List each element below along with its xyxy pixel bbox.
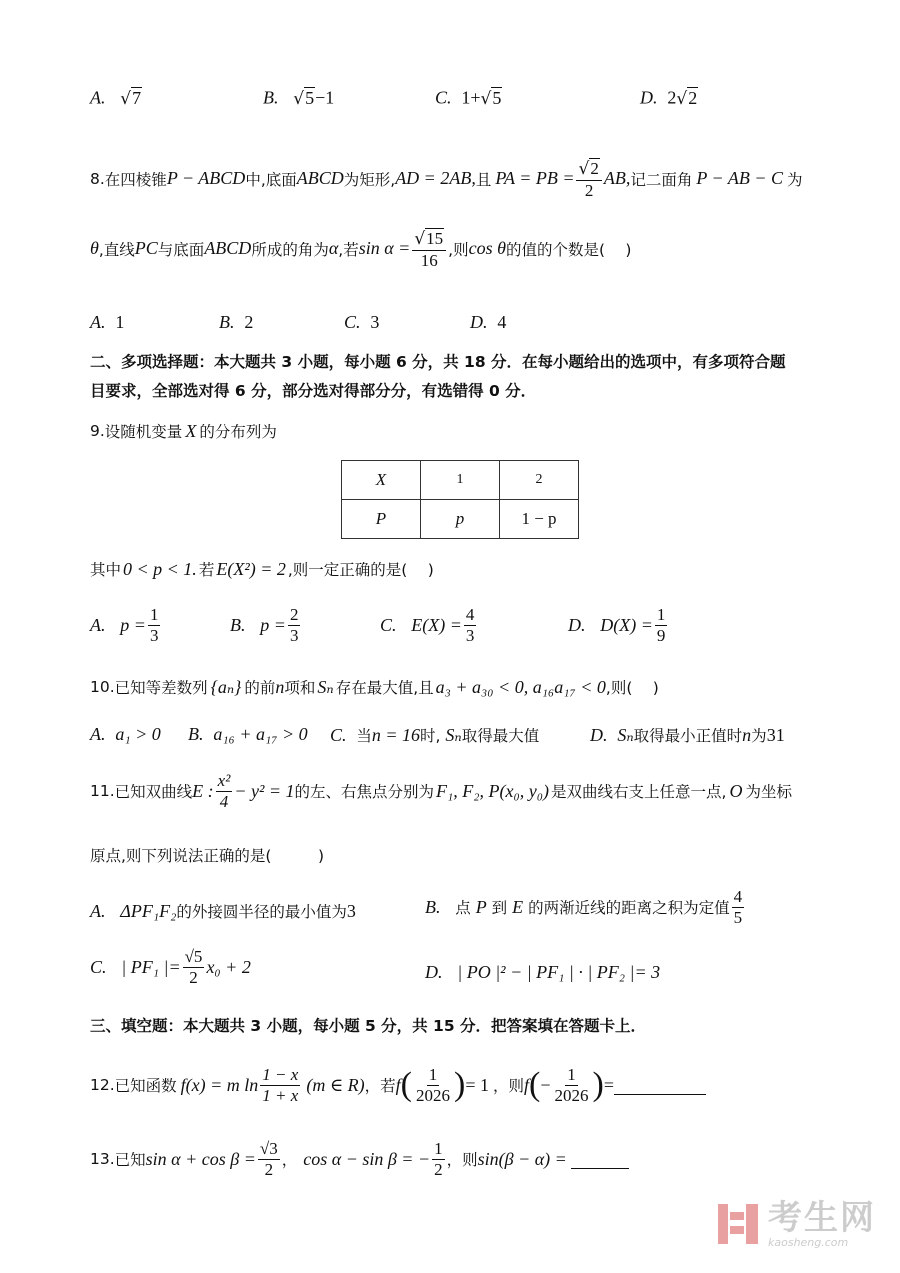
table-cell: X [342,461,421,500]
q7-option-c: C. 1+ √ 5 [435,87,502,109]
q8-option-b: B. 2 [219,312,254,332]
q8-angle: P − AB − C [696,168,783,189]
q12-equals: = [603,1074,614,1095]
q13-text: 已知 [114,1151,146,1170]
q9-text: 若 [198,561,215,579]
q9-option-d: D. D(X) = $\frac{1}{9}$ [568,605,666,645]
q10-text: 项和 [284,679,316,697]
q9-expectation: E(X²) = 2 [216,558,286,579]
q13-answer-blank[interactable] [571,1150,629,1169]
q8-condition: PA = PB = [495,168,575,189]
q8-line2 [90,228,631,269]
q8-text: 所成的角为 [251,240,329,259]
table-row [342,500,579,539]
watermark [716,1197,876,1249]
q10-text: 已知等差数列 [114,679,208,697]
q7-option-a: A. √ 7 [90,87,142,109]
q11-line2: 原点,则下列说法正确的是( ) [90,847,325,865]
q12-equals: = 1 [465,1074,489,1095]
q11-fraction: $\frac{\text{x²}}{4}$ [217,771,231,811]
q9-text: 其中 [90,561,122,579]
table-cell: 1 − p [500,500,579,539]
q8-base: ABCD [296,168,344,189]
q8-base: ABCD [204,238,252,259]
q8-condition: AD = 2AB, [395,168,476,189]
q8-theta: θ [90,238,99,259]
q8-text: 记二面角 [630,170,693,189]
q9-text: 设随机变量 [104,423,183,441]
q9-variable: X [185,420,197,441]
section2-heading-line2: 目要求，全部选对得 6 分，部分选对得部分分，有选错得 0 分． [90,382,537,400]
q11-text: 为坐标 [745,783,792,802]
q11-option-d: D. | PO |² − | PF₁ | · | PF₂ |= 3 [425,962,661,982]
q8-sin-fraction: √ 15 16 [412,228,446,269]
q10-sum: Sₙ [317,676,334,697]
q8-cos: cos θ [468,238,506,259]
q10-n: n [275,676,285,697]
q13-stem [90,1140,629,1179]
q11-foci: F₁, F₂, P(x₀, y₀) [436,780,550,801]
q10-number: 10. [90,678,115,696]
section2-heading-line1: 二、多项选择题：本大题共 3 小题，每小题 6 分，共 18 分．在每小题给出的选项中，有多项符合题 [90,353,786,371]
q10-text: 存在最大值,且 [335,679,434,697]
q11-option-a: A. ΔPF₁F₂ 的外接圆半径的最小值为 3 [90,900,356,921]
q8-text: ,若 [338,240,359,259]
q11-text: 是双曲线右支上任意一点, [551,783,727,802]
table-cell: 1 [421,461,500,500]
q12-text: ，则 [492,1077,524,1096]
q8-option-a: A. 1 [90,312,125,332]
section3-heading: 三、填空题：本大题共 3 小题，每小题 5 分，共 15 分．把答案填在答题卡上． [90,1017,647,1035]
q11-option-b: B. 点 P 到 E 的两渐近线的距离之积为定值 $\frac{4}{5}$ [425,887,743,927]
q13-text: ，则 [446,1151,478,1170]
q13-number: 13. [90,1150,115,1169]
table-cell: P [342,500,421,539]
q8-condition: AB, [603,168,631,189]
q9-text: 的分布列为 [199,423,277,441]
q13-text: ， [281,1151,298,1170]
q8-text: 的值的个数是( ) [505,240,632,259]
q8-line-pc: PC [134,238,158,259]
q9-text: ,则一定正确的是( ) [287,561,434,579]
q10-option-b: B. a₁₆ + a₁₇ > 0 [188,724,308,744]
q8-sin: sin α = [358,238,411,259]
q10-option-d: D. Sₙ取得最小正值时n为31 [590,725,785,745]
q12-f: f [524,1074,530,1095]
q12-f: f [395,1074,401,1095]
q8-alpha: α [328,238,339,259]
watermark-chinese: 考生网 [768,1197,876,1238]
q9-stem [90,420,277,442]
q13-fraction: $\frac{√3}{2}$ [259,1139,278,1179]
q12-stem: 12. 已知函数 f(x) = m ln $\frac{1 - x}{1 + x}$ (m ∈ R) ，若 f ( $\frac{1}{2026}$ ) = 1 ，则 f ( − $\frac{1}{2026}$ ) = [90,1066,706,1105]
q12-text: 已知函数 [114,1077,177,1096]
q8-number: 8. [90,169,105,188]
q7-option-b: B. √ 5 −1 [263,87,335,109]
q10-text: 的前 [244,679,276,697]
q7-option-d: D. 2 √ 2 [640,87,698,109]
q12-number: 12. [90,1076,115,1095]
q11-curve: E : [192,780,214,801]
q11-option-c: C. | PF₁ |= $\frac{√5}{2}$ x₀ + 2 [90,947,251,987]
distribution-table [341,460,579,539]
q12-function: f(x) = m ln [180,1074,259,1095]
q10-sequence: {aₙ} [210,676,242,697]
watermark-url: kaosheng.com [768,1235,849,1249]
q9-number: 9. [90,422,105,440]
table-row [342,461,579,500]
q8-fraction: √ 2 2 [576,158,601,199]
q13-equation: sin α + cos β = [145,1148,256,1169]
q10-stem [90,676,659,698]
q8-text: 且 [475,170,492,189]
q11-text: 的左、右焦点分别为 [294,783,435,802]
q8-text: 中,底面 [245,170,297,189]
table-cell: 2 [500,461,579,500]
q8-text: ,则 [448,240,469,259]
q11-number: 11. [90,782,115,801]
q10-option-a: A. a₁ > 0 [90,724,161,744]
q13-equation: cos α − sin β = − [303,1148,431,1169]
q11-line1 [90,772,792,811]
q8-text: 与底面 [157,240,205,259]
q11-text: 已知双曲线 [114,783,193,802]
q9-option-b: B. p = $\frac{2}{3}$ [230,605,299,645]
q9-option-a: A. p = $\frac{1}{3}$ [90,605,159,645]
q8-text: 为 [786,170,803,189]
q12-fraction: $\frac{1 - x}{1 + x}$ [262,1065,299,1105]
q13-fraction: $\frac{1}{2}$ [434,1139,443,1179]
q8-option-c: C. 3 [344,312,380,332]
table-cell: p [421,500,500,539]
q10-option-c: C. 当n = 16时, Sₙ取得最大值 [330,725,540,745]
q12-arg-fraction: $\frac{1}{2026}$ [554,1065,589,1105]
q13-equation: sin(β − α) = [477,1148,567,1169]
q9-option-c: C. E(X) = $\frac{4}{3}$ [380,605,475,645]
q10-condition: , a₁₆a₁₇ < 0 [523,676,606,697]
q12-arg-fraction: $\frac{1}{2026}$ [416,1065,450,1105]
q10-condition: a₃ + a₃₀ < 0 [435,676,524,697]
q12-domain: (m ∈ R) [306,1074,365,1095]
q12-minus: − [540,1074,551,1095]
q11-origin: O [729,780,743,801]
q11-equation: − y² = 1 [234,780,295,801]
q8-text: 在四棱锥 [104,170,167,189]
q9-condition [90,558,434,580]
q12-text: ，若 [364,1077,396,1096]
q8-text: ,直线 [98,240,135,259]
q9-range: 0 < p < 1. [123,558,197,579]
kaosheng-logo-icon [716,1200,764,1248]
q8-text: 为矩形, [343,170,396,189]
q8-pyramid: P − ABCD [166,168,246,189]
q12-answer-blank[interactable] [614,1076,706,1095]
q10-text: ,则( ) [605,679,659,697]
q8-line1 [90,158,803,199]
q8-option-d: D. 4 [470,312,507,332]
